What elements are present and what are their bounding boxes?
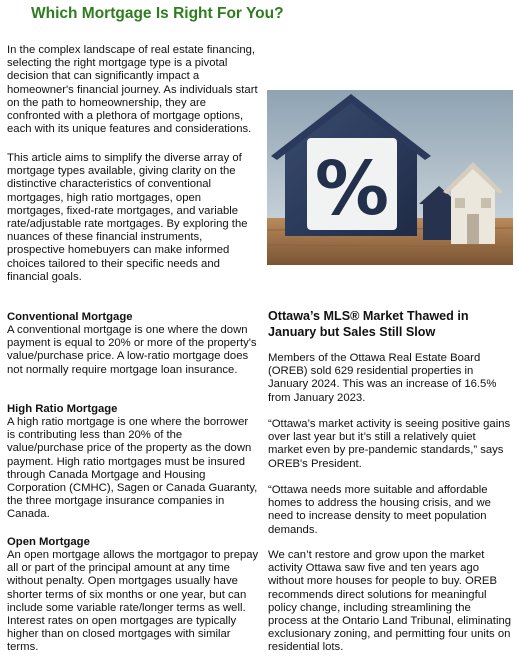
ottawa-paragraph-3: “Ottawa needs more suitable and affordable homes to address the housing crisis, and we need to increase density to meet population demands.: [268, 484, 491, 536]
percent-house-image: [267, 90, 513, 265]
open-mortgage-heading: Open Mortgage: [7, 536, 90, 548]
intro-paragraph-2: This article aims to simplify the diverse array of mortgage types available, giving clarity on the distinctive characteristics of conventional mortgages, high ratio mortgages, open mortgages, fixed-rate mortgages, and variable rate/adjustable rate mortgages. By exploring the nuances of these financial instruments, prospective homebuyers can make informed choices tailored to their specific needs and financial goals.: [7, 152, 248, 283]
high-ratio-body: A high ratio mortgage is one where the borrower is contributing less than 20% of the value/purchase price of the property as the down payment. High ratio mortgages must be insured through Canada Mortgage and Housing Corporation (CMHC), Sagen or Canada Guaranty, the three mortgage insurance companies in Canada.: [7, 416, 258, 521]
high-ratio-heading: High Ratio Mortgage: [7, 403, 118, 415]
open-mortgage-body: An open mortgage allows the mortgagor to prepay all or part of the principal amount at any time without penalty. Open mortgages usually have shorter terms of six months or one year, but can include some variable rate/longer terms as well. Interest rates on open mortgages are typically higher than on closed mortgages with similar terms.: [7, 549, 259, 654]
page-title: Which Mortgage Is Right For You?: [31, 5, 284, 22]
intro-paragraph-1: In the complex landscape of real estate financing, selecting the right mortgage type is a pivotal decision that can significantly impact a homeowner's financial journey. As individuals start on the path to homeownership, they are confronted with a plethora of mortgage options, each with its unique features and considerations.: [7, 44, 258, 136]
ottawa-paragraph-1: Members of the Ottawa Real Estate Board (OREB) sold 629 residential properties in January 2024. This was an increase of 16.5% from January 2023.: [268, 352, 497, 404]
svg-text:%: %: [314, 146, 390, 232]
ottawa-paragraph-4: We can’t restore and grow upon the market activity Ottawa saw five and ten years ago without more houses for people to buy. OREB recommends direct solutions for meaningful policy change, including streamlining the process at the Ontario Land Tribunal, eliminating exclusionary zoning, and permitting four units on residential lots.: [268, 549, 512, 654]
percent-house-icon: [267, 90, 513, 265]
ottawa-paragraph-2: “Ottawa’s market activity is seeing positive gains over last year but it’s still a relatively quiet market even by pre-pandemic standards,” says OREB's President.: [268, 418, 511, 470]
ottawa-heading: Ottawa’s MLS® Market Thawed in January but Sales Still Slow: [268, 309, 469, 339]
conventional-heading: Conventional Mortgage: [7, 311, 133, 323]
conventional-body: A conventional mortgage is one where the down payment is equal to 20% or more of the property's value/purchase price. A low-ratio mortgage does not normally require mortgage loan insurance.: [7, 324, 257, 376]
